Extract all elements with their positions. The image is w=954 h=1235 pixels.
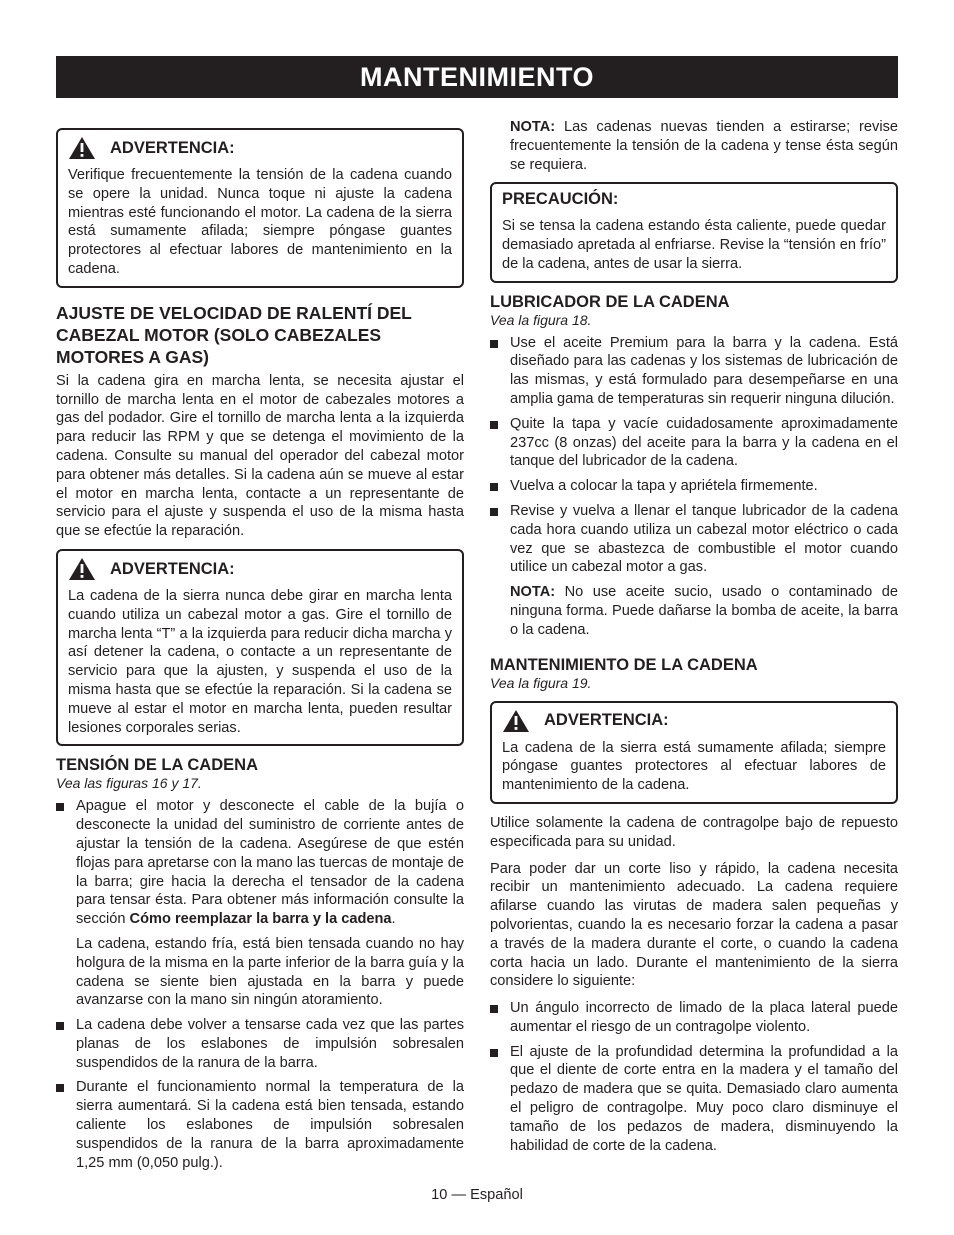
list-item: Un ángulo incorrecto de limado de la placa lateral puede aumentar el riesgo de un contragolpe violento.: [490, 999, 898, 1037]
caution-text: Si se tensa la cadena estando ésta caliente, puede quedar demasiado apretada al enfriarse. Revise la “tensión en frío” de la cadena, antes de usar la sierra.: [502, 218, 886, 272]
warning-title: ADVERTENCIA:: [110, 138, 235, 157]
maintenance-paragraph: Para poder dar un corte liso y rápido, la cadena necesita recibir un mantenimiento adecuado. La cadena requiere afilarse cuando las virutas de madera salen pequeñas y polvorientas, cuando la es necesario forzar la cadena a pasar a través de la madera durante el corte, o cuando la cadena corta hacia un lado. Durante el mantenimiento de la sierra considere lo siguiente:: [490, 860, 898, 990]
idle-speed-heading: AJUSTE DE VELOCIDAD DE RALENTÍ DEL CABEZAL MOTOR (SOLO CABEZALES MOTORES A GAS): [56, 302, 412, 367]
chain-tension-heading: TENSIÓN DE LA CADENA: [56, 756, 258, 775]
figure-reference: Vea la figura 18.: [490, 311, 592, 328]
note: NOTA: No use aceite sucio, usado o contaminado de ninguna forma. Puede dañarse la bomba de aceite, la barra o la cadena.: [510, 584, 898, 638]
warning-text: La cadena de la sierra nunca debe girar en marcha lenta cuando utiliza un cabezal motor a gas. Gire el tornillo de marcha lenta “T” a la izquierda para reducir dicha marcha y así detener la cadena, o contacte a un representante de servicio para que la ajusten, y suspenda el uso de la misma hasta que se efectúe la reparación. Si la cadena se mueve al estar el motor en marcha lenta, pueden resultar lesiones corporales serias.: [68, 587, 452, 736]
list-item: Use el aceite Premium para la barra y la cadena. Está diseñado para las cadenas y los sistemas de lubricación de las mismas, y está formulado para desempeñarse en una amplia gama de temperaturas sin requerir ninguna dilución.: [490, 334, 898, 409]
list-item: El ajuste de la profundidad determina la profundidad a la que el diente de corte entra en la madera y el tamaño del pedazo de madera que se quita. Demasiado claro aumenta el peligro de contragolpe. Muy poco claro disminuye el tamaño de los pedazos de madera, disminuyendo la habilidad de corte de la cadena.: [490, 1043, 898, 1156]
list-item: Vuelva a colocar la tapa y apriétela firmemente.: [490, 477, 898, 496]
chain-lubricator-heading: LUBRICADOR DE LA CADENA: [490, 292, 730, 311]
list-item: Revise y vuelva a llenar el tanque lubricador de la cadena cada hora cuando utiliza un cabezal motor eléctrico o cada vez que se abastezca de combustible el motor cuando utilice un cabezal motor a gas.: [490, 502, 898, 577]
caution-box: [490, 182, 898, 282]
list-item: Durante el funcionamiento normal la temperatura de la sierra aumentará. Si la cadena está bien tensada, estando caliente los eslabones de impulsión sobresalen suspendidos de la ranura de la barra aproximadamente 1,25 mm (0,050 pulg.).: [56, 1078, 464, 1172]
figure-reference: Vea las figuras 16 y 17.: [56, 775, 202, 792]
list-item: Quite la tapa y vacíe cuidadosamente aproximadamente 237cc (8 onzas) del aceite para la barra y la cadena en el tanque del lubricador de la cadena.: [490, 415, 898, 471]
list-item: Apague el motor y desconecte el cable de la bujía o desconecte la unidad del suministro de corriente antes de ajustar la tensión de la cadena. Asegúrese de que estén flojas para apretarse con la mano las tuercas de montaje de la barra; gire hacia la derecha el tensador de la cadena para tensar ésta. Para obtener más información consulte la sección Cómo reemplazar la barra y la cadena.: [56, 797, 464, 929]
page-footer: 10 — Español: [431, 1187, 523, 1203]
warning-title: ADVERTENCIA:: [544, 711, 669, 730]
note-label: NOTA:: [510, 584, 556, 601]
chain-maintenance-heading: MANTENIMIENTO DE LA CADENA: [490, 655, 758, 674]
maintenance-paragraph: Utilice solamente la cadena de contragolpe bajo de repuesto especificada para su unidad.: [490, 814, 898, 850]
warning-triangle-icon: [68, 557, 96, 581]
warning-title: ADVERTENCIA:: [110, 559, 235, 578]
warning-box-idle: [56, 549, 464, 746]
warning-box-sharp-chain: [490, 701, 898, 804]
warning-triangle-icon: [68, 136, 96, 160]
idle-speed-text: Si la cadena gira en marcha lenta, se necesita ajustar el tornillo de marcha lenta en el motor de cabezales motores a gas del podador. Gire el tornillo de marcha lenta a la izquierda para reducir las RPM y que se detenga el movimiento de la cadena. Consulte su manual del operador del cabezal motor para obtener más detalles. Si la cadena aún se mueve al estar el motor en marcha lenta, contacte a un representante de servicio para el ajuste y suspenda el uso de la misma hasta que se efectúe la reparación.: [56, 372, 464, 540]
warning-box-chain-tension: [56, 128, 464, 288]
lubricator-list: [490, 334, 898, 578]
warning-triangle-icon: [502, 709, 530, 733]
warning-text: Verifique frecuentemente la tensión de la cadena cuando se opere la unidad. Nunca toque ni ajuste la cadena mientras esté funcionando el motor. La cadena de la sierra está sumamente afilada; siempre póngase guantes protectores al efectuar labores de mantenimiento en la cadena.: [68, 167, 452, 277]
list-item: La cadena debe volver a tensarse cada vez que las partes planas de los eslabones de impulsión sobresalen suspendidos de la ranura de la barra.: [56, 1016, 464, 1072]
warning-text: La cadena de la sierra está sumamente afilada; siempre póngase guantes protectores al efectuar labores de mantenimiento de la cadena.: [502, 739, 886, 794]
caution-title: PRECAUCIÓN:: [502, 190, 619, 209]
right-column: [490, 118, 898, 1161]
page-title: MANTENIMIENTO: [56, 56, 898, 98]
section-reference: Cómo reemplazar la barra y la cadena: [129, 911, 392, 928]
maintenance-list: [490, 999, 898, 1155]
tension-list: [56, 797, 464, 929]
note: NOTA: Las cadenas nuevas tienden a estirarse; revise frecuentemente la tensión de la cadena y tense ésta según se requiera.: [510, 119, 898, 173]
left-column: [56, 118, 464, 1178]
list-subparagraph: La cadena, estando fría, está bien tensada cuando no hay holgura de la misma en la parte inferior de la barra guía y la cadena se siente bien ajustada en la barra y puede avanzarse con la mano sin ningún atoramiento.: [76, 935, 464, 1009]
note-label: NOTA:: [510, 119, 556, 135]
figure-reference: Vea la figura 19.: [490, 674, 592, 691]
